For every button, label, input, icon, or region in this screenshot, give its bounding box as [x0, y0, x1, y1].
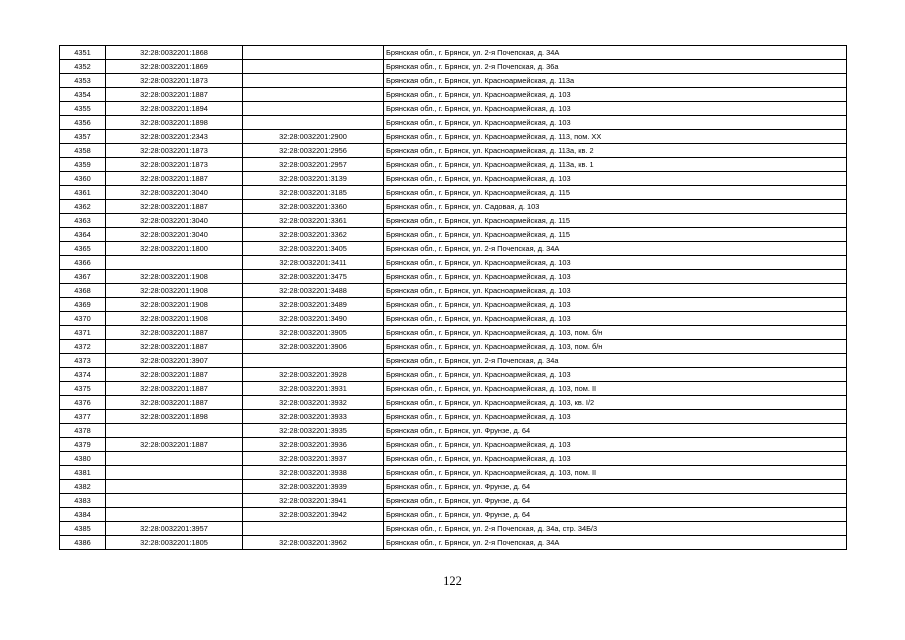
- object-cadastral-number-cell: 32:28:0032201:3490: [243, 312, 384, 326]
- land-cadastral-number-cell: 32:28:0032201:1894: [106, 102, 243, 116]
- object-cadastral-number-cell: 32:28:0032201:3935: [243, 424, 384, 438]
- land-cadastral-number-cell: 32:28:0032201:3040: [106, 186, 243, 200]
- address-cell: Брянская обл., г. Брянск, ул. 2-я Почепская, д. 34А: [384, 536, 847, 550]
- row-number-cell: 4372: [60, 340, 106, 354]
- land-cadastral-number-cell: 32:28:0032201:1869: [106, 60, 243, 74]
- land-cadastral-number-cell: 32:28:0032201:1873: [106, 74, 243, 88]
- object-cadastral-number-cell: [243, 88, 384, 102]
- object-cadastral-number-cell: 32:28:0032201:2956: [243, 144, 384, 158]
- table-row: [60, 102, 847, 116]
- address-cell: Брянская обл., г. Брянск, ул. Красноармейская, д. 103: [384, 298, 847, 312]
- row-number-cell: 4369: [60, 298, 106, 312]
- row-number-cell: 4356: [60, 116, 106, 130]
- row-number-cell: 4373: [60, 354, 106, 368]
- table-row: [60, 284, 847, 298]
- table-row: [60, 200, 847, 214]
- address-cell: Брянская обл., г. Брянск, ул. Красноармейская, д. 103: [384, 172, 847, 186]
- table-row: [60, 60, 847, 74]
- land-cadastral-number-cell: 32:28:0032201:1873: [106, 158, 243, 172]
- row-number-cell: 4352: [60, 60, 106, 74]
- table-row: [60, 298, 847, 312]
- object-cadastral-number-cell: 32:28:0032201:3361: [243, 214, 384, 228]
- row-number-cell: 4370: [60, 312, 106, 326]
- register-table: [59, 45, 847, 550]
- table-row: [60, 410, 847, 424]
- object-cadastral-number-cell: 32:28:0032201:3933: [243, 410, 384, 424]
- land-cadastral-number-cell: 32:28:0032201:3957: [106, 522, 243, 536]
- object-cadastral-number-cell: 32:28:0032201:3932: [243, 396, 384, 410]
- table-row: [60, 158, 847, 172]
- row-number-cell: 4386: [60, 536, 106, 550]
- row-number-cell: 4367: [60, 270, 106, 284]
- address-cell: Брянская обл., г. Брянск, ул. Красноармейская, д. 113а, кв. 2: [384, 144, 847, 158]
- table-row: [60, 116, 847, 130]
- table-row: [60, 74, 847, 88]
- object-cadastral-number-cell: 32:28:0032201:3405: [243, 242, 384, 256]
- row-number-cell: 4351: [60, 46, 106, 60]
- row-number-cell: 4364: [60, 228, 106, 242]
- table-row: [60, 522, 847, 536]
- object-cadastral-number-cell: 32:28:0032201:3185: [243, 186, 384, 200]
- page-number: 122: [443, 574, 462, 588]
- register-table-body: [60, 46, 847, 550]
- table-row: [60, 214, 847, 228]
- land-cadastral-number-cell: 32:28:0032201:3040: [106, 214, 243, 228]
- address-cell: Брянская обл., г. Брянск, ул. Красноармейская, д. 103: [384, 368, 847, 382]
- row-number-cell: 4363: [60, 214, 106, 228]
- address-cell: Брянская обл., г. Брянск, ул. 2-я Почепская, д. 36а: [384, 60, 847, 74]
- table-row: [60, 88, 847, 102]
- object-cadastral-number-cell: [243, 60, 384, 74]
- object-cadastral-number-cell: 32:28:0032201:3362: [243, 228, 384, 242]
- land-cadastral-number-cell: 32:28:0032201:2343: [106, 130, 243, 144]
- land-cadastral-number-cell: 32:28:0032201:1887: [106, 382, 243, 396]
- object-cadastral-number-cell: [243, 116, 384, 130]
- object-cadastral-number-cell: 32:28:0032201:3937: [243, 452, 384, 466]
- address-cell: Брянская обл., г. Брянск, ул. Красноармейская, д. 103, пом. б/н: [384, 340, 847, 354]
- row-number-cell: 4380: [60, 452, 106, 466]
- land-cadastral-number-cell: [106, 494, 243, 508]
- row-number-cell: 4383: [60, 494, 106, 508]
- object-cadastral-number-cell: 32:28:0032201:3489: [243, 298, 384, 312]
- address-cell: Брянская обл., г. Брянск, ул. Красноармейская, д. 113а: [384, 74, 847, 88]
- table-row: [60, 382, 847, 396]
- row-number-cell: 4360: [60, 172, 106, 186]
- table-row: [60, 326, 847, 340]
- row-number-cell: 4362: [60, 200, 106, 214]
- land-cadastral-number-cell: 32:28:0032201:1887: [106, 88, 243, 102]
- address-cell: Брянская обл., г. Брянск, ул. Красноармейская, д. 103: [384, 284, 847, 298]
- address-cell: Брянская обл., г. Брянск, ул. Красноармейская, д. 115: [384, 228, 847, 242]
- address-cell: Брянская обл., г. Брянск, ул. 2-я Почепская, д. 34а: [384, 354, 847, 368]
- table-row: [60, 46, 847, 60]
- land-cadastral-number-cell: [106, 466, 243, 480]
- land-cadastral-number-cell: 32:28:0032201:1805: [106, 536, 243, 550]
- object-cadastral-number-cell: 32:28:0032201:3905: [243, 326, 384, 340]
- row-number-cell: 4365: [60, 242, 106, 256]
- object-cadastral-number-cell: 32:28:0032201:3938: [243, 466, 384, 480]
- address-cell: Брянская обл., г. Брянск, ул. Красноармейская, д. 103: [384, 410, 847, 424]
- land-cadastral-number-cell: 32:28:0032201:1908: [106, 270, 243, 284]
- land-cadastral-number-cell: 32:28:0032201:1887: [106, 200, 243, 214]
- object-cadastral-number-cell: 32:28:0032201:2900: [243, 130, 384, 144]
- address-cell: Брянская обл., г. Брянск, ул. Фрунзе, д. 64: [384, 424, 847, 438]
- address-cell: Брянская обл., г. Брянск, ул. Красноармейская, д. 103: [384, 102, 847, 116]
- row-number-cell: 4361: [60, 186, 106, 200]
- object-cadastral-number-cell: [243, 46, 384, 60]
- row-number-cell: 4353: [60, 74, 106, 88]
- land-cadastral-number-cell: [106, 508, 243, 522]
- address-cell: Брянская обл., г. Брянск, ул. Садовая, д. 103: [384, 200, 847, 214]
- address-cell: Брянская обл., г. Брянск, ул. Красноармейская, д. 115: [384, 214, 847, 228]
- row-number-cell: 4366: [60, 256, 106, 270]
- object-cadastral-number-cell: 32:28:0032201:3906: [243, 340, 384, 354]
- address-cell: Брянская обл., г. Брянск, ул. 2-я Почепская, д. 34А: [384, 46, 847, 60]
- row-number-cell: 4359: [60, 158, 106, 172]
- address-cell: Брянская обл., г. Брянск, ул. Красноармейская, д. 103: [384, 270, 847, 284]
- land-cadastral-number-cell: 32:28:0032201:3907: [106, 354, 243, 368]
- row-number-cell: 4381: [60, 466, 106, 480]
- land-cadastral-number-cell: 32:28:0032201:1887: [106, 172, 243, 186]
- address-cell: Брянская обл., г. Брянск, ул. Красноармейская, д. 103, кв. I/2: [384, 396, 847, 410]
- address-cell: Брянская обл., г. Брянск, ул. Фрунзе, д. 64: [384, 494, 847, 508]
- object-cadastral-number-cell: 32:28:0032201:3941: [243, 494, 384, 508]
- table-row: [60, 494, 847, 508]
- land-cadastral-number-cell: 32:28:0032201:1800: [106, 242, 243, 256]
- object-cadastral-number-cell: [243, 102, 384, 116]
- address-cell: Брянская обл., г. Брянск, ул. Красноармейская, д. 115: [384, 186, 847, 200]
- land-cadastral-number-cell: 32:28:0032201:1898: [106, 116, 243, 130]
- object-cadastral-number-cell: 32:28:0032201:3488: [243, 284, 384, 298]
- row-number-cell: 4378: [60, 424, 106, 438]
- object-cadastral-number-cell: 32:28:0032201:3942: [243, 508, 384, 522]
- land-cadastral-number-cell: 32:28:0032201:1887: [106, 368, 243, 382]
- land-cadastral-number-cell: 32:28:0032201:1908: [106, 284, 243, 298]
- table-row: [60, 368, 847, 382]
- table-row: [60, 424, 847, 438]
- land-cadastral-number-cell: [106, 452, 243, 466]
- object-cadastral-number-cell: 32:28:0032201:3939: [243, 480, 384, 494]
- table-row: [60, 480, 847, 494]
- row-number-cell: 4384: [60, 508, 106, 522]
- table-row: [60, 228, 847, 242]
- table-row: [60, 144, 847, 158]
- land-cadastral-number-cell: 32:28:0032201:1908: [106, 298, 243, 312]
- row-number-cell: 4385: [60, 522, 106, 536]
- table-row: [60, 242, 847, 256]
- object-cadastral-number-cell: 32:28:0032201:3962: [243, 536, 384, 550]
- row-number-cell: 4377: [60, 410, 106, 424]
- row-number-cell: 4371: [60, 326, 106, 340]
- address-cell: Брянская обл., г. Брянск, ул. Красноармейская, д. 103: [384, 312, 847, 326]
- address-cell: Брянская обл., г. Брянск, ул. Красноармейская, д. 103, пом. II: [384, 382, 847, 396]
- table-row: [60, 130, 847, 144]
- table-row: [60, 270, 847, 284]
- address-cell: Брянская обл., г. Брянск, ул. Красноармейская, д. 103: [384, 116, 847, 130]
- land-cadastral-number-cell: 32:28:0032201:1887: [106, 438, 243, 452]
- table-row: [60, 354, 847, 368]
- row-number-cell: 4368: [60, 284, 106, 298]
- object-cadastral-number-cell: [243, 74, 384, 88]
- object-cadastral-number-cell: [243, 522, 384, 536]
- table-row: [60, 172, 847, 186]
- address-cell: Брянская обл., г. Брянск, ул. Красноармейская, д. 113, пом. XX: [384, 130, 847, 144]
- table-row: [60, 466, 847, 480]
- land-cadastral-number-cell: 32:28:0032201:1873: [106, 144, 243, 158]
- object-cadastral-number-cell: 32:28:0032201:3936: [243, 438, 384, 452]
- row-number-cell: 4357: [60, 130, 106, 144]
- object-cadastral-number-cell: 32:28:0032201:3411: [243, 256, 384, 270]
- land-cadastral-number-cell: [106, 256, 243, 270]
- land-cadastral-number-cell: 32:28:0032201:1908: [106, 312, 243, 326]
- row-number-cell: 4375: [60, 382, 106, 396]
- table-row: [60, 508, 847, 522]
- address-cell: Брянская обл., г. Брянск, ул. Красноармейская, д. 103: [384, 438, 847, 452]
- table-row: [60, 312, 847, 326]
- address-cell: Брянская обл., г. Брянск, ул. Красноармейская, д. 103: [384, 88, 847, 102]
- table-row: [60, 186, 847, 200]
- address-cell: Брянская обл., г. Брянск, ул. 2-я Почепская, д. 34А: [384, 242, 847, 256]
- land-cadastral-number-cell: 32:28:0032201:1898: [106, 410, 243, 424]
- land-cadastral-number-cell: 32:28:0032201:3040: [106, 228, 243, 242]
- table-row: [60, 438, 847, 452]
- address-cell: Брянская обл., г. Брянск, ул. Красноармейская, д. 103: [384, 452, 847, 466]
- address-cell: Брянская обл., г. Брянск, ул. Красноармейская, д. 103: [384, 256, 847, 270]
- object-cadastral-number-cell: 32:28:0032201:2957: [243, 158, 384, 172]
- land-cadastral-number-cell: 32:28:0032201:1868: [106, 46, 243, 60]
- land-cadastral-number-cell: 32:28:0032201:1887: [106, 340, 243, 354]
- object-cadastral-number-cell: 32:28:0032201:3475: [243, 270, 384, 284]
- address-cell: Брянская обл., г. Брянск, ул. Красноармейская, д. 103, пом. б/н: [384, 326, 847, 340]
- row-number-cell: 4379: [60, 438, 106, 452]
- row-number-cell: 4358: [60, 144, 106, 158]
- row-number-cell: 4355: [60, 102, 106, 116]
- object-cadastral-number-cell: [243, 354, 384, 368]
- object-cadastral-number-cell: 32:28:0032201:3931: [243, 382, 384, 396]
- row-number-cell: 4354: [60, 88, 106, 102]
- row-number-cell: 4376: [60, 396, 106, 410]
- address-cell: Брянская обл., г. Брянск, ул. Красноармейская, д. 113а, кв. 1: [384, 158, 847, 172]
- table-row: [60, 452, 847, 466]
- row-number-cell: 4374: [60, 368, 106, 382]
- object-cadastral-number-cell: 32:28:0032201:3360: [243, 200, 384, 214]
- land-cadastral-number-cell: 32:28:0032201:1887: [106, 326, 243, 340]
- address-cell: Брянская обл., г. Брянск, ул. Фрунзе, д. 64: [384, 508, 847, 522]
- land-cadastral-number-cell: [106, 480, 243, 494]
- row-number-cell: 4382: [60, 480, 106, 494]
- land-cadastral-number-cell: [106, 424, 243, 438]
- land-cadastral-number-cell: 32:28:0032201:1887: [106, 396, 243, 410]
- object-cadastral-number-cell: 32:28:0032201:3928: [243, 368, 384, 382]
- table-row: [60, 536, 847, 550]
- address-cell: Брянская обл., г. Брянск, ул. Фрунзе, д. 64: [384, 480, 847, 494]
- address-cell: Брянская обл., г. Брянск, ул. 2-я Почепская, д. 34а, стр. 34Б/3: [384, 522, 847, 536]
- object-cadastral-number-cell: 32:28:0032201:3139: [243, 172, 384, 186]
- address-cell: Брянская обл., г. Брянск, ул. Красноармейская, д. 103, пом. II: [384, 466, 847, 480]
- table-row: [60, 396, 847, 410]
- table-row: [60, 340, 847, 354]
- table-row: [60, 256, 847, 270]
